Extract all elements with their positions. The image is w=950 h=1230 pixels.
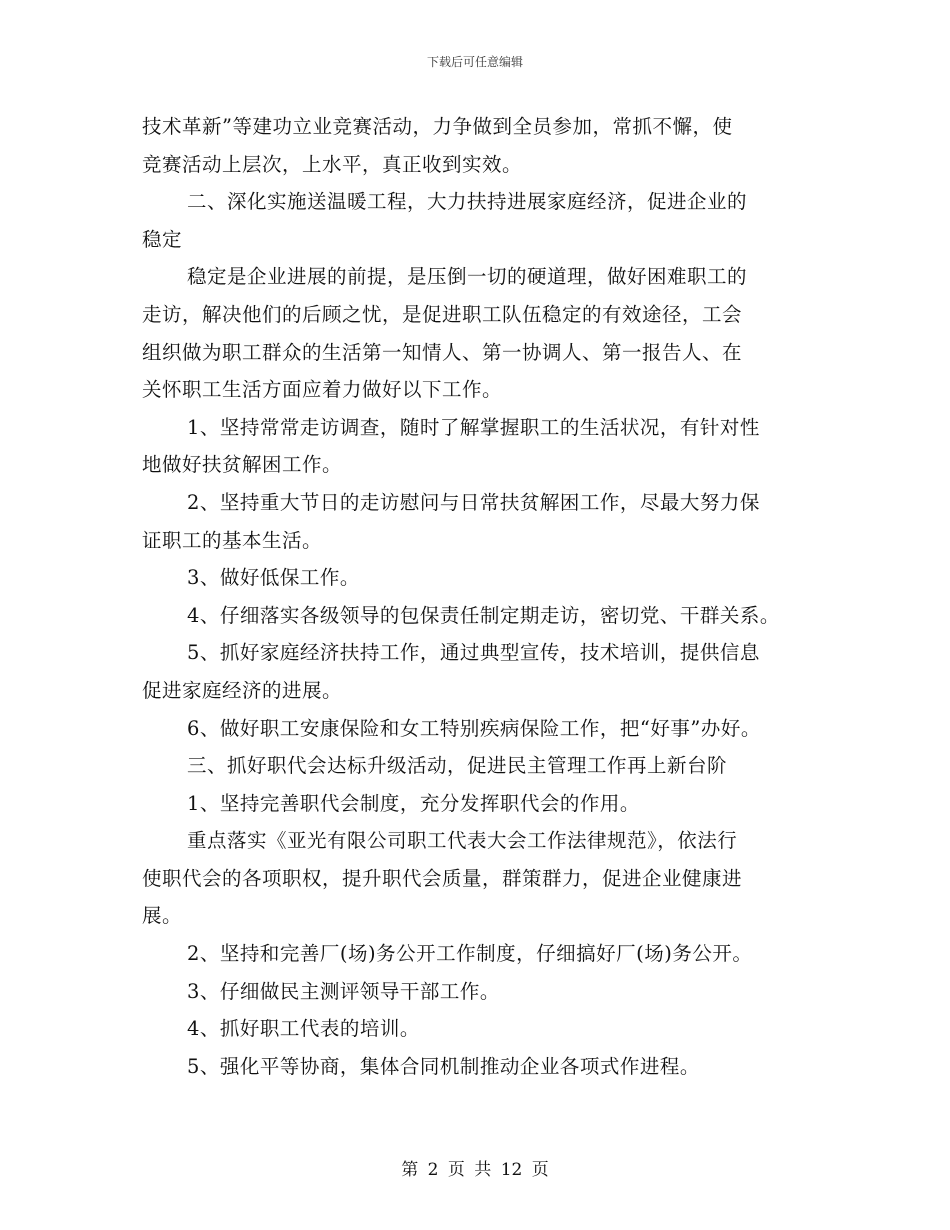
text-line: 稳定 [142, 227, 183, 251]
text-line: 1、坚持完善职代会制度，充分发挥职代会的作用。 [187, 791, 640, 815]
text-line: 走访，解决他们的后顾之忧，是促进职工队伍稳定的有效途径，工会 [142, 302, 743, 326]
text-line: 2、坚持重大节日的走访慰问与日常扶贫解困工作，尽最大努力保 [187, 490, 760, 514]
text-line: 1、坚持常常走访调查，随时了解掌握职工的生活状况，有针对性 [187, 415, 760, 439]
text-line: 使职代会的各项职权，提升职代会质量，群策群力，促进企业健康进 [142, 866, 743, 890]
text-line: 二、深化实施送温暖工程，大力扶持进展家庭经济，促进企业的 [187, 190, 748, 214]
text-line: 展。 [142, 904, 183, 928]
page-header: 下载后可任意编辑 [426, 55, 523, 69]
text-line: 4、抓好职工代表的培训。 [187, 1017, 420, 1041]
text-line: 地做好扶贫解困工作。 [142, 453, 343, 477]
text-line: 2、坚持和完善厂(场)务公开工作制度，仔细搞好厂(场)务公开。 [187, 942, 753, 966]
text-line: 6、做好职工安康保险和女工特别疾病保险工作，把“好事”办好。 [187, 716, 761, 740]
text-line: 稳定是企业进展的前提，是压倒一切的硬道理，做好困难职工的 [187, 265, 748, 289]
text-line: 重点落实《亚光有限公司职工代表大会工作法律规范》，依法行 [187, 829, 738, 853]
text-line: 3、仔细做民主测评领导干部工作。 [187, 979, 500, 1003]
text-line: 4、仔细落实各级领导的包保责任制定期走访，密切党、干群关系。 [187, 603, 780, 627]
text-line: 5、抓好家庭经济扶持工作，通过典型宣传，技术培训，提供信息 [187, 641, 760, 665]
text-line: 竞赛活动上层次，上水平，真正收到实效。 [142, 152, 523, 176]
text-line: 5、强化平等协商，集体合同机制推动企业各项式作进程。 [187, 1054, 700, 1078]
page-footer: 第 2 页 共 12 页 [401, 1160, 549, 1180]
text-line: 促进家庭经济的进展。 [142, 678, 343, 702]
document-body [142, 108, 812, 1085]
text-line: 3、做好低保工作。 [187, 566, 360, 590]
text-line: 证职工的基本生活。 [142, 528, 323, 552]
text-line: 组织做为职工群众的生活第一知情人、第一协调人、第一报告人、在 [142, 340, 743, 364]
text-line: 技术革新”等建功立业竞赛活动，力争做到全员参加，常抓不懈，使 [142, 115, 733, 138]
text-line: 关怀职工生活方面应着力做好以下工作。 [142, 378, 503, 402]
text-line: 三、抓好职代会达标升级活动，促进民主管理工作再上新台阶 [187, 754, 728, 778]
